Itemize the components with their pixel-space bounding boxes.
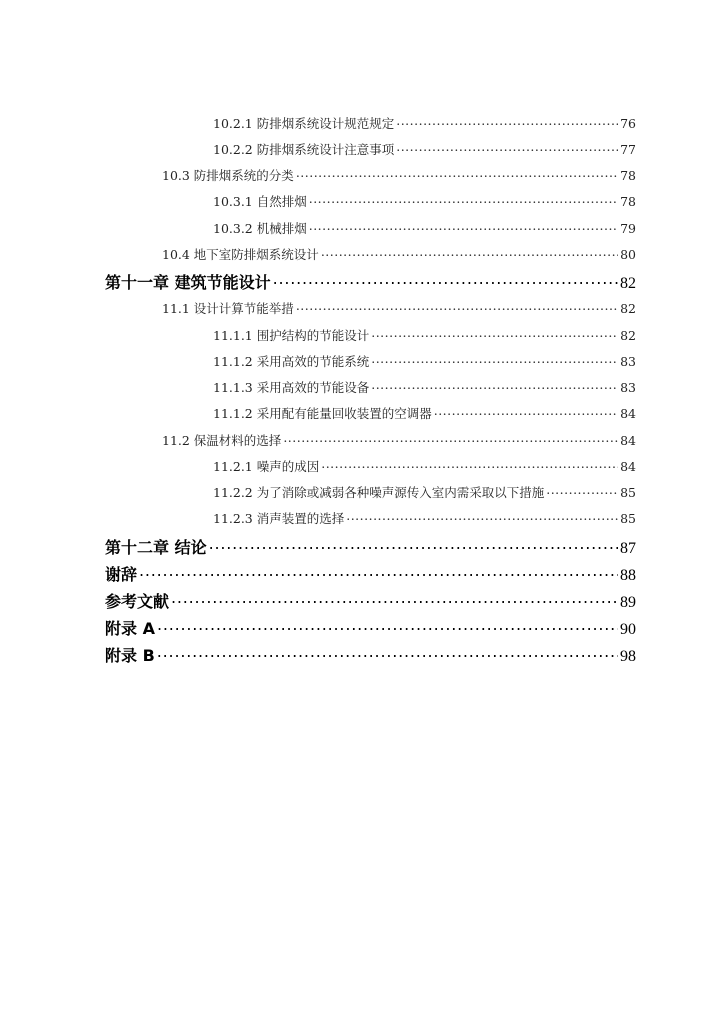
- toc-entry-title: 谢辞: [105, 565, 138, 584]
- toc-leader-dots: [296, 168, 618, 181]
- toc-entry-title: 10.4 地下室防排烟系统设计: [162, 247, 319, 262]
- toc-leader-dots: [396, 142, 618, 155]
- toc-leader-dots: [139, 564, 618, 580]
- toc-entry-page: 80: [620, 247, 636, 262]
- toc-entry[interactable]: [213, 219, 636, 237]
- toc-entry[interactable]: [162, 166, 636, 184]
- toc-entry-title: 第十二章 结论: [105, 538, 207, 557]
- toc-entry-title: 11.2 保温材料的选择: [162, 433, 282, 448]
- toc-chapter-entry[interactable]: [105, 616, 636, 639]
- toc-entry-page: 83: [620, 380, 636, 395]
- toc-entry[interactable]: [213, 457, 636, 475]
- toc-entry-page: 82: [620, 301, 636, 316]
- toc-entry-title: 11.2.2 为了消除或减弱各种噪声源传入室内需采取以下措施: [213, 485, 545, 500]
- toc-leader-dots: [371, 380, 618, 393]
- toc-chapter-entry[interactable]: [105, 643, 636, 666]
- toc-entry-title: 11.1.3 采用高效的节能设备: [213, 380, 370, 395]
- toc-entry[interactable]: [213, 378, 636, 396]
- toc-entry-page: 82: [620, 275, 636, 292]
- toc-entry-page: 84: [620, 459, 636, 474]
- toc-entry-page: 78: [620, 168, 636, 183]
- toc-entry-title: 附录 A: [105, 619, 155, 638]
- toc-entry[interactable]: [213, 114, 636, 132]
- toc-entry-title: 附录 B: [105, 646, 155, 665]
- toc-entry-page: 85: [620, 485, 636, 500]
- toc-entry[interactable]: [213, 192, 636, 210]
- toc-entry-title: 第十一章 建筑节能设计: [105, 273, 271, 292]
- toc-entry-title: 11.1.2 采用配有能量回收装置的空调器: [213, 406, 432, 421]
- toc-entry[interactable]: [213, 404, 636, 422]
- toc-entry[interactable]: [213, 140, 636, 158]
- toc-leader-dots: [209, 537, 618, 553]
- toc-entry-page: 89: [620, 594, 636, 611]
- toc-entry-title: 参考文献: [105, 592, 170, 611]
- toc-entry-page: 88: [620, 567, 636, 584]
- toc-leader-dots: [434, 406, 618, 419]
- toc-entry-page: 79: [620, 221, 636, 236]
- toc-leader-dots: [309, 194, 618, 207]
- toc-entry[interactable]: [213, 326, 636, 344]
- toc-leader-dots: [296, 301, 618, 314]
- toc-entry-page: 83: [620, 354, 636, 369]
- toc-entry[interactable]: [162, 299, 636, 317]
- toc-leader-dots: [157, 618, 618, 634]
- toc-entry[interactable]: [162, 245, 636, 263]
- toc-entry-title: 10.3.1 自然排烟: [213, 194, 307, 209]
- toc-entry-page: 84: [620, 433, 636, 448]
- toc-entry-page: 98: [620, 648, 636, 665]
- toc-entry[interactable]: [213, 509, 636, 527]
- toc-entry-page: 78: [620, 194, 636, 209]
- toc-leader-dots: [321, 247, 618, 260]
- toc-entry-title: 11.1.1 围护结构的节能设计: [213, 328, 370, 343]
- toc-leader-dots: [283, 433, 618, 446]
- toc-leader-dots: [371, 328, 618, 341]
- toc-entry-page: 77: [620, 142, 636, 157]
- toc-leader-dots: [171, 591, 618, 607]
- toc-leader-dots: [309, 221, 618, 234]
- toc-entry-page: 85: [620, 511, 636, 526]
- toc-entry-page: 76: [620, 116, 636, 131]
- toc-entry[interactable]: [162, 431, 636, 449]
- toc-chapter-entry[interactable]: [105, 589, 636, 612]
- toc-chapter-entry[interactable]: [105, 562, 636, 585]
- toc-entry-title: 10.3 防排烟系统的分类: [162, 168, 294, 183]
- toc-entry-page: 87: [620, 540, 636, 557]
- toc-entry-title: 11.1 设计计算节能举措: [162, 301, 294, 316]
- toc-leader-dots: [371, 354, 618, 367]
- toc-entry-title: 11.2.1 噪声的成因: [213, 459, 320, 474]
- toc-entry-title: 11.2.3 消声装置的选择: [213, 511, 345, 526]
- toc-entry-title: 11.1.2 采用高效的节能系统: [213, 354, 370, 369]
- toc-entry-page: 84: [620, 406, 636, 421]
- toc-entry-title: 10.3.2 机械排烟: [213, 221, 307, 236]
- toc-chapter-entry[interactable]: [105, 270, 636, 293]
- toc-entry-page: 82: [620, 328, 636, 343]
- toc-leader-dots: [546, 485, 618, 498]
- toc-entry[interactable]: [213, 352, 636, 370]
- toc-chapter-entry[interactable]: [105, 535, 636, 558]
- toc-entry-title: 10.2.2 防排烟系统设计注意事项: [213, 142, 395, 157]
- toc-leader-dots: [321, 459, 618, 472]
- toc-leader-dots: [273, 272, 618, 288]
- toc-entry-page: 90: [620, 621, 636, 638]
- toc-leader-dots: [346, 511, 618, 524]
- toc-entry-title: 10.2.1 防排烟系统设计规范规定: [213, 116, 395, 131]
- toc-leader-dots: [396, 116, 618, 129]
- toc-entry[interactable]: [213, 483, 636, 501]
- toc-leader-dots: [157, 645, 618, 661]
